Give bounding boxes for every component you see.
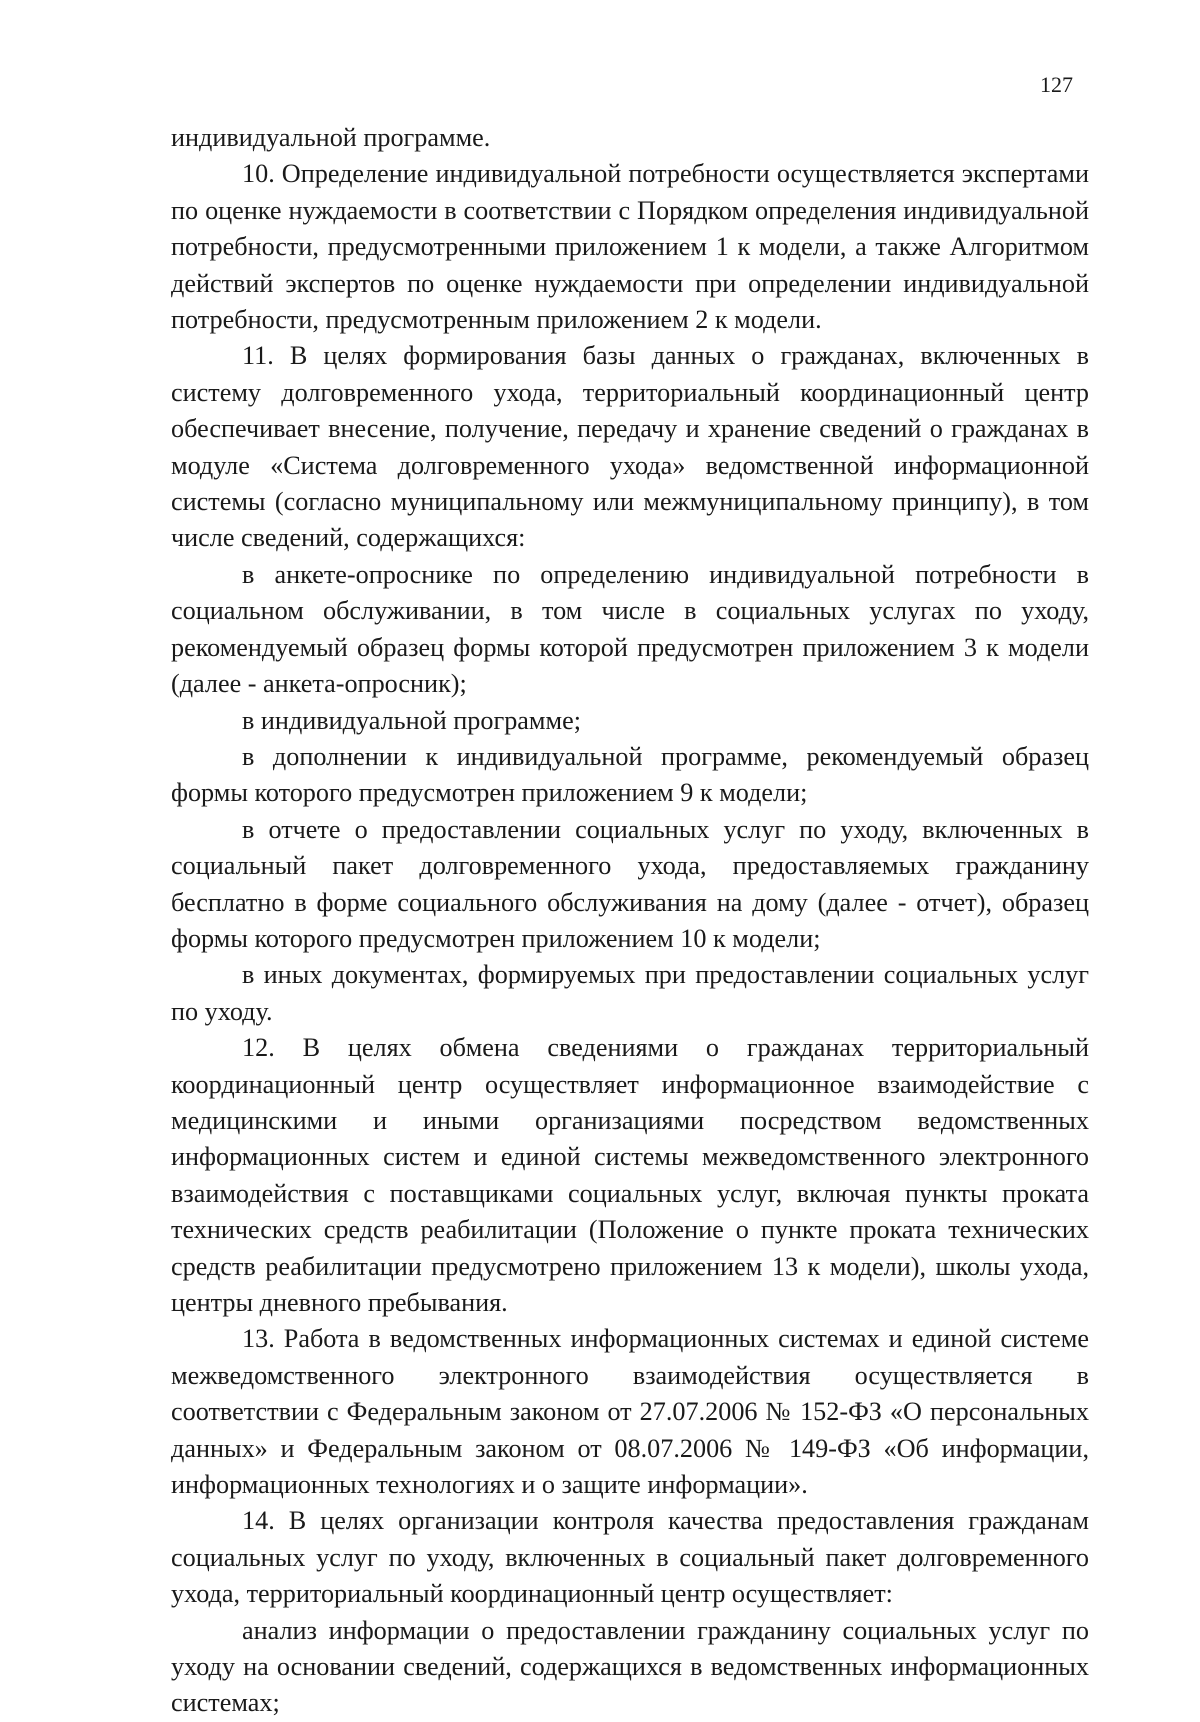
paragraph-continuation: индивидуальной программе.: [171, 123, 491, 152]
document-body: [171, 120, 1089, 1722]
paragraph-subitem: в анкете-опроснике по определению индивидуальной потребности в социальном обслуживании, в том числе в социальных услугах по уходу, рекомендуемый образец формы которой предусмотрен приложением 3 к модели (далее - анкета-опросник);: [171, 559, 1089, 699]
paragraph-subitem: в индивидуальной программе;: [242, 705, 581, 735]
paragraph-item-12: 12. В целях обмена сведениями о гражданах территориальный координационный центр осуществляет информационное взаимодействие с медицинскими и иными организациями посредством ведомственных информационных систем и единой системы межведомственного электронного взаимодействия с поставщиками социальных услуг, включая пункты проката технических средств реабилитации (Положение о пункте проката технических средств реабилитации предусмотрено приложением 13 к модели), школы ухода, центры дневного пребывания.: [171, 1033, 1089, 1317]
paragraph-item-13: 13. Работа в ведомственных информационных системах и единой системе межведомственного электронного взаимодействия осуществляется в соответствии с Федеральным законом от 27.07.2006 № 152-ФЗ «О персональных данных» и Федеральным законом от 08.07.2006 № 149-ФЗ «Об информации, информационных технологиях и о защите информации».: [171, 1324, 1089, 1500]
paragraph-subitem: в отчете о предоставлении социальных услуг по уходу, включенных в социальный пакет долговременного ухода, предоставляемых гражданину бесплатно в форме социального обслуживания на дому (далее - отчет), образец формы которого предусмотрен приложением 10 к модели;: [171, 814, 1089, 953]
paragraph-item-10: 10. Определение индивидуальной потребности осуществляется экспертами по оценке нуждаемости в соответствии с Порядком определения индивидуальной потребности, предусмотренными приложением 1 к модели, а также Алгоритмом действий экспертов по оценке нуждаемости при определении индивидуальной потребности, предусмотренным приложением 2 к модели.: [171, 159, 1089, 335]
page-number: 127: [1040, 72, 1073, 97]
paragraph-item-14: 14. В целях организации контроля качества предоставления гражданам социальных услуг по уходу, включенных в социальный пакет долговременного ухода, территориальный координационный центр осуществляет:: [171, 1506, 1089, 1609]
paragraph-item-11: 11. В целях формирования базы данных о гражданах, включенных в систему долговременного ухода, территориальный координационный центр обеспечивает внесение, получение, передачу и хранение сведений о гражданах в модуле «Система долговременного ухода» ведомственной информационной системы (согласно муниципальному или межмуниципальному принципу), в том числе сведений, содержащихся:: [171, 341, 1089, 553]
paragraph-subitem: в дополнении к индивидуальной программе, рекомендуемый образец формы которого предусмотрен приложением 9 к модели;: [171, 741, 1089, 808]
paragraph-subitem: анализ информации о предоставлении гражданину социальных услуг по уходу на основании сведений, содержащихся в ведомственных информационных системах;: [171, 1615, 1089, 1718]
paragraph-subitem: в иных документах, формируемых при предоставлении социальных услуг по уходу.: [171, 960, 1089, 1026]
